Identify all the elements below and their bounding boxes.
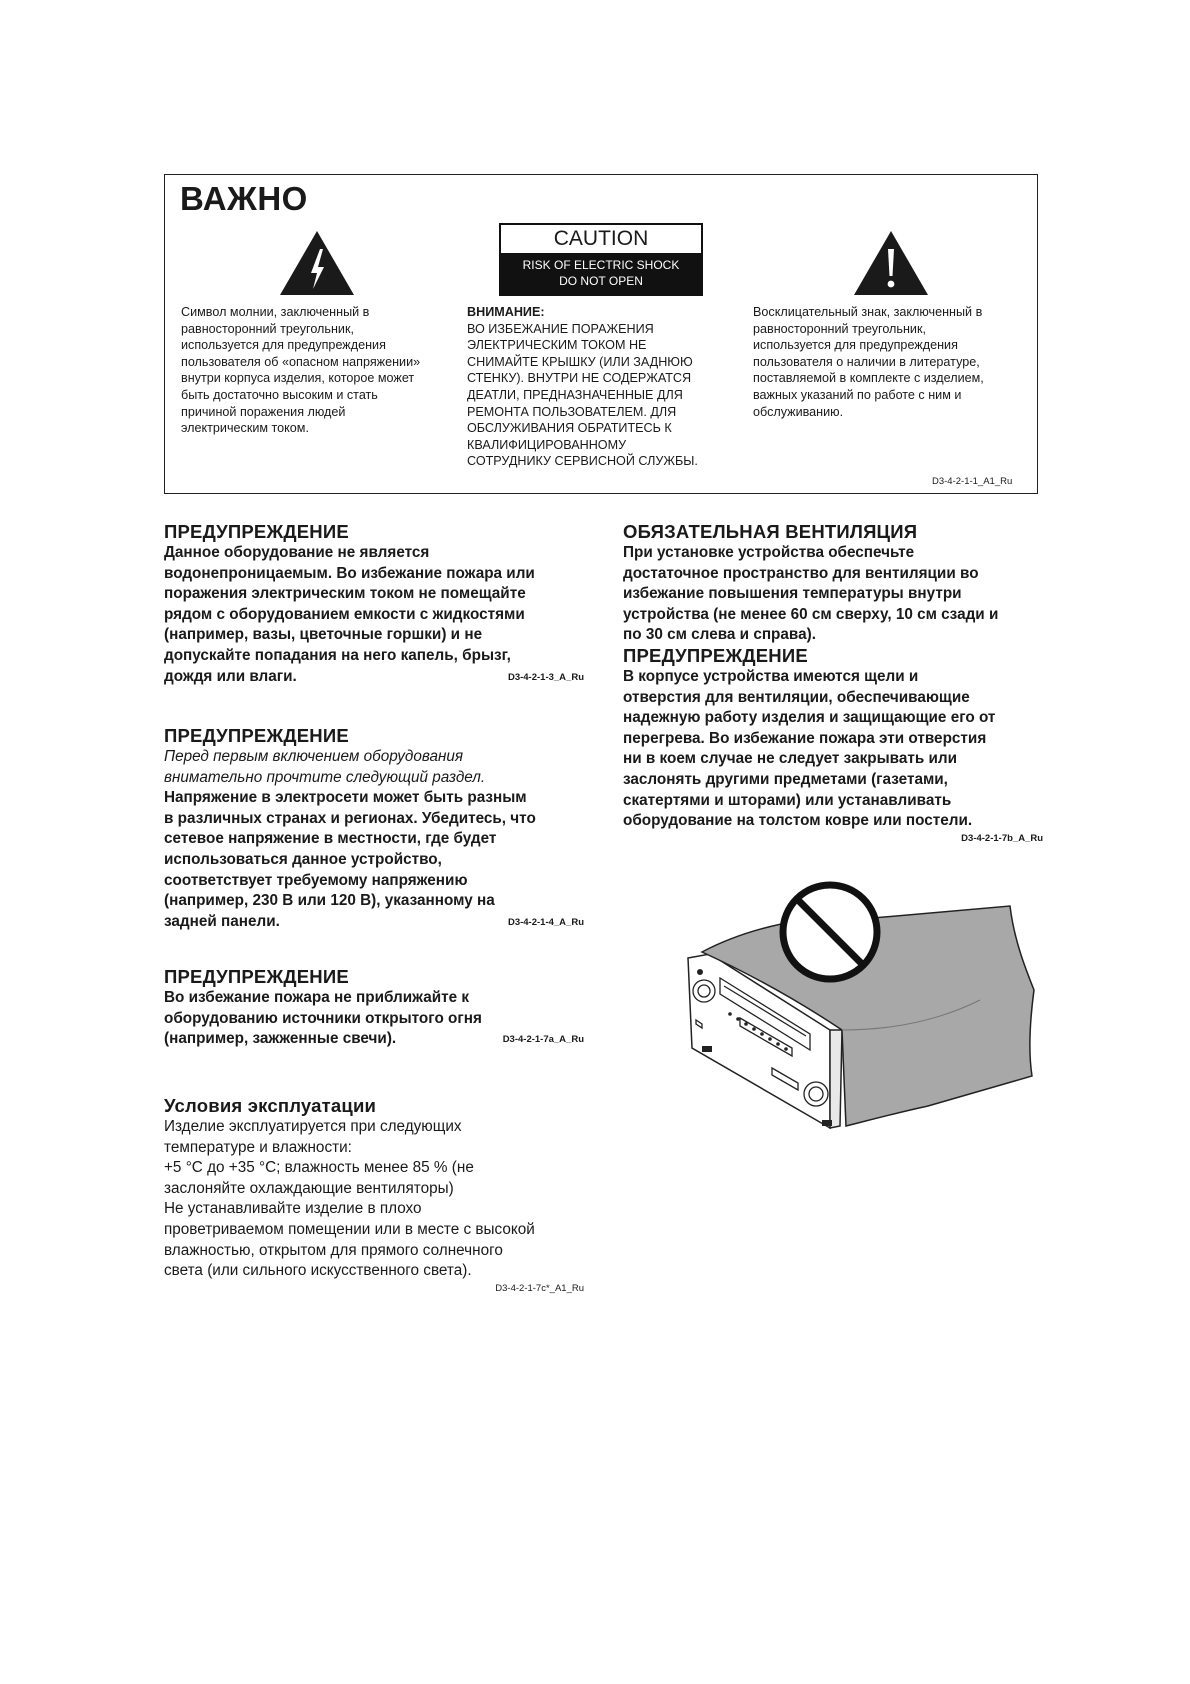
text-line: влажностью, открытом для прямого солнечного [164,1241,503,1259]
text-line: допускайте попадания на него капель, брызг, [164,646,511,664]
text-line: Восклицательный знак, заключенный в [753,305,983,319]
text-line: перегрева. Во избежание пожара эти отверстия [623,729,987,747]
text-line: ни в коем случае не следует закрывать или [623,750,958,768]
text-line: СОТРУДНИКУ СЕРВИСНОЙ СЛУЖБЫ. [467,454,698,469]
warning-open-flame-section [164,966,584,1050]
text-line: СНИМАЙТЕ КРЫШКУ (ИЛИ ЗАДНЮЮ [467,354,693,369]
text-line: равносторонний треугольник, [181,321,354,336]
caution-label [499,223,703,296]
text-line: Не устанавливайте изделие в плохо [164,1200,422,1218]
section-heading: ПРЕДУПРЕЖДЕНИЕ [623,645,808,666]
text-line: равносторонний треугольник, [753,321,926,336]
text-line: света (или сильного искусственного света). [164,1262,472,1280]
text-line: (например, зажженные свечи). [164,1030,397,1048]
text-line: отверстия для вентиляции, обеспечивающие [623,688,970,706]
prohibition-icon [783,885,877,979]
text-line: КВАЛИФИЦИРОВАННОМУ [467,437,627,452]
text-line: оборудование на толстом ковре или постели. [623,812,973,830]
text-line: Данное оборудование не является [164,544,430,561]
text-line: используется для предупреждения [181,338,386,353]
text-line: СТЕНКУ). ВНУТРИ НЕ СОДЕРЖАТСЯ [467,371,692,386]
text-line: РЕМОНТА ПОЛЬЗОВАТЕЛЕМ. ДЛЯ [467,404,677,419]
text-line: обслуживанию. [753,404,844,419]
text-line: избежание повышения температуры внутри [623,585,962,603]
text-line: Символ молнии, заключенный в [181,305,370,319]
caution-label-line-2: DO NOT OPEN [559,274,643,288]
text-line: оборудованию источники открытого огня [164,1009,482,1027]
text-line: температуре и влажности: [164,1138,352,1156]
text-line: ЭЛЕКТРИЧЕСКИМ ТОКОМ НЕ [467,338,647,353]
text-line: по 30 см слева и справа). [623,626,816,644]
text-line: скатертями и шторами) или устанавливать [623,791,952,809]
text-line: водонепроницаемым. Во избежание пожара или [164,564,535,582]
caution-description [467,304,737,470]
covered-receiver-illustration [680,880,1040,1130]
exclamation-warning-icon [852,229,930,297]
reference-code: D3-4-2-1-4_A_Ru [507,916,584,928]
operating-conditions-section [164,1095,584,1296]
caution-label-title: CAUTION [553,227,649,250]
section-heading: ПРЕДУПРЕЖДЕНИЕ [164,521,349,542]
text-line: устройства (не менее 60 см сверху, 10 см сзади и [623,605,999,623]
text-line: Во избежание пожара не приближайте к [164,989,470,1006]
text-line: В корпусе устройства имеются щели и [623,668,919,685]
text-line: дождя или влаги. [164,667,297,685]
caution-label-line-1: RISK OF ELECTRIC SHOCK [522,258,680,272]
text-line: достаточное пространство для вентиляции во [623,564,979,582]
reference-code: D3-4-2-1-7b_A_Ru [961,832,1043,844]
warning-voltage-section [164,725,584,932]
text-line: электрическим током. [181,421,309,436]
text-line: сетевое напряжение в местности, где будет [164,830,497,848]
text-line: причиной поражения людей [181,404,346,419]
text-line: заслонять другими предметами (газетами, [623,770,948,788]
section-heading: ПРЕДУПРЕЖДЕНИЕ [164,725,349,746]
warning-vents-section [623,645,1043,846]
text-line: Изделие эксплуатируется при следующих [164,1118,462,1135]
text-line: проветриваемом помещении или в месте с высокой [164,1220,535,1238]
lightning-symbol-description [181,304,446,437]
text-line: внимательно прочтите следующий раздел. [164,768,486,786]
exclamation-symbol-description [753,304,1023,420]
text-line: (например, вазы, цветочные горшки) и не [164,626,483,644]
text-line: пользователя об «опасном напряжении» [181,354,421,369]
text-line: важных указаний по работе с ним и [753,387,962,402]
text-line: поражения электрическим током не помещайте [164,585,526,603]
text-line: надежную работу изделия и защищающие его от [623,709,996,727]
electric-shock-warning-icon [278,229,356,297]
text-line: заслоняйте охлаждающие вентиляторы) [164,1179,454,1197]
text-line: ОБСЛУЖИВАНИЯ ОБРАТИТЕСЬ К [467,421,672,436]
section-heading: Условия эксплуатации [164,1095,377,1116]
text-line: задней панели. [164,912,280,930]
text-line: быть достаточно высоким и стать [181,387,378,402]
ventilation-section [623,521,1043,646]
text-line: в различных странах и регионах. Убедитесь, что [164,809,536,827]
text-line: ВО ИЗБЕЖАНИЕ ПОРАЖЕНИЯ [467,321,654,336]
caution-label-warning [501,253,701,294]
text-line: ДЕАТЛИ, ПРЕДНАЗНАЧЕННЫЕ ДЛЯ [467,387,683,402]
text-line: поставляемой в комплекте с изделием, [753,371,984,386]
reference-code: D3-4-2-1-1_A1_Ru [932,476,1013,487]
text-line: использоваться данное устройство, [164,850,442,868]
text-line: (например, 230 В или 120 В), указанному на [164,892,495,910]
caution-heading: ВНИМАНИЕ: [467,305,545,319]
section-heading: ОБЯЗАТЕЛЬНАЯ ВЕНТИЛЯЦИЯ [623,521,918,542]
reference-code: D3-4-2-1-7c*_A1_Ru [495,1282,584,1294]
text-line: +5 °C до +35 °C; влажность менее 85 % (не [164,1159,474,1177]
reference-code: D3-4-2-1-7a_A_Ru [502,1034,584,1046]
text-line: внутри корпуса изделия, которое может [181,371,415,386]
important-title: ВАЖНО [180,180,308,217]
warning-water-section [164,521,584,687]
text-line: Перед первым включением оборудования [164,748,464,765]
text-line: Напряжение в электросети может быть разным [164,789,527,807]
text-line: При установке устройства обеспечьте [623,544,915,561]
section-heading: ПРЕДУПРЕЖДЕНИЕ [164,966,349,987]
reference-code: D3-4-2-1-3_A_Ru [507,671,584,683]
text-line: используется для предупреждения [753,338,958,353]
text-line: пользователя о наличии в литературе, [753,354,980,369]
text-line: соответствует требуемому напряжению [164,871,468,889]
text-line: рядом с оборудованием емкости с жидкостями [164,605,525,623]
